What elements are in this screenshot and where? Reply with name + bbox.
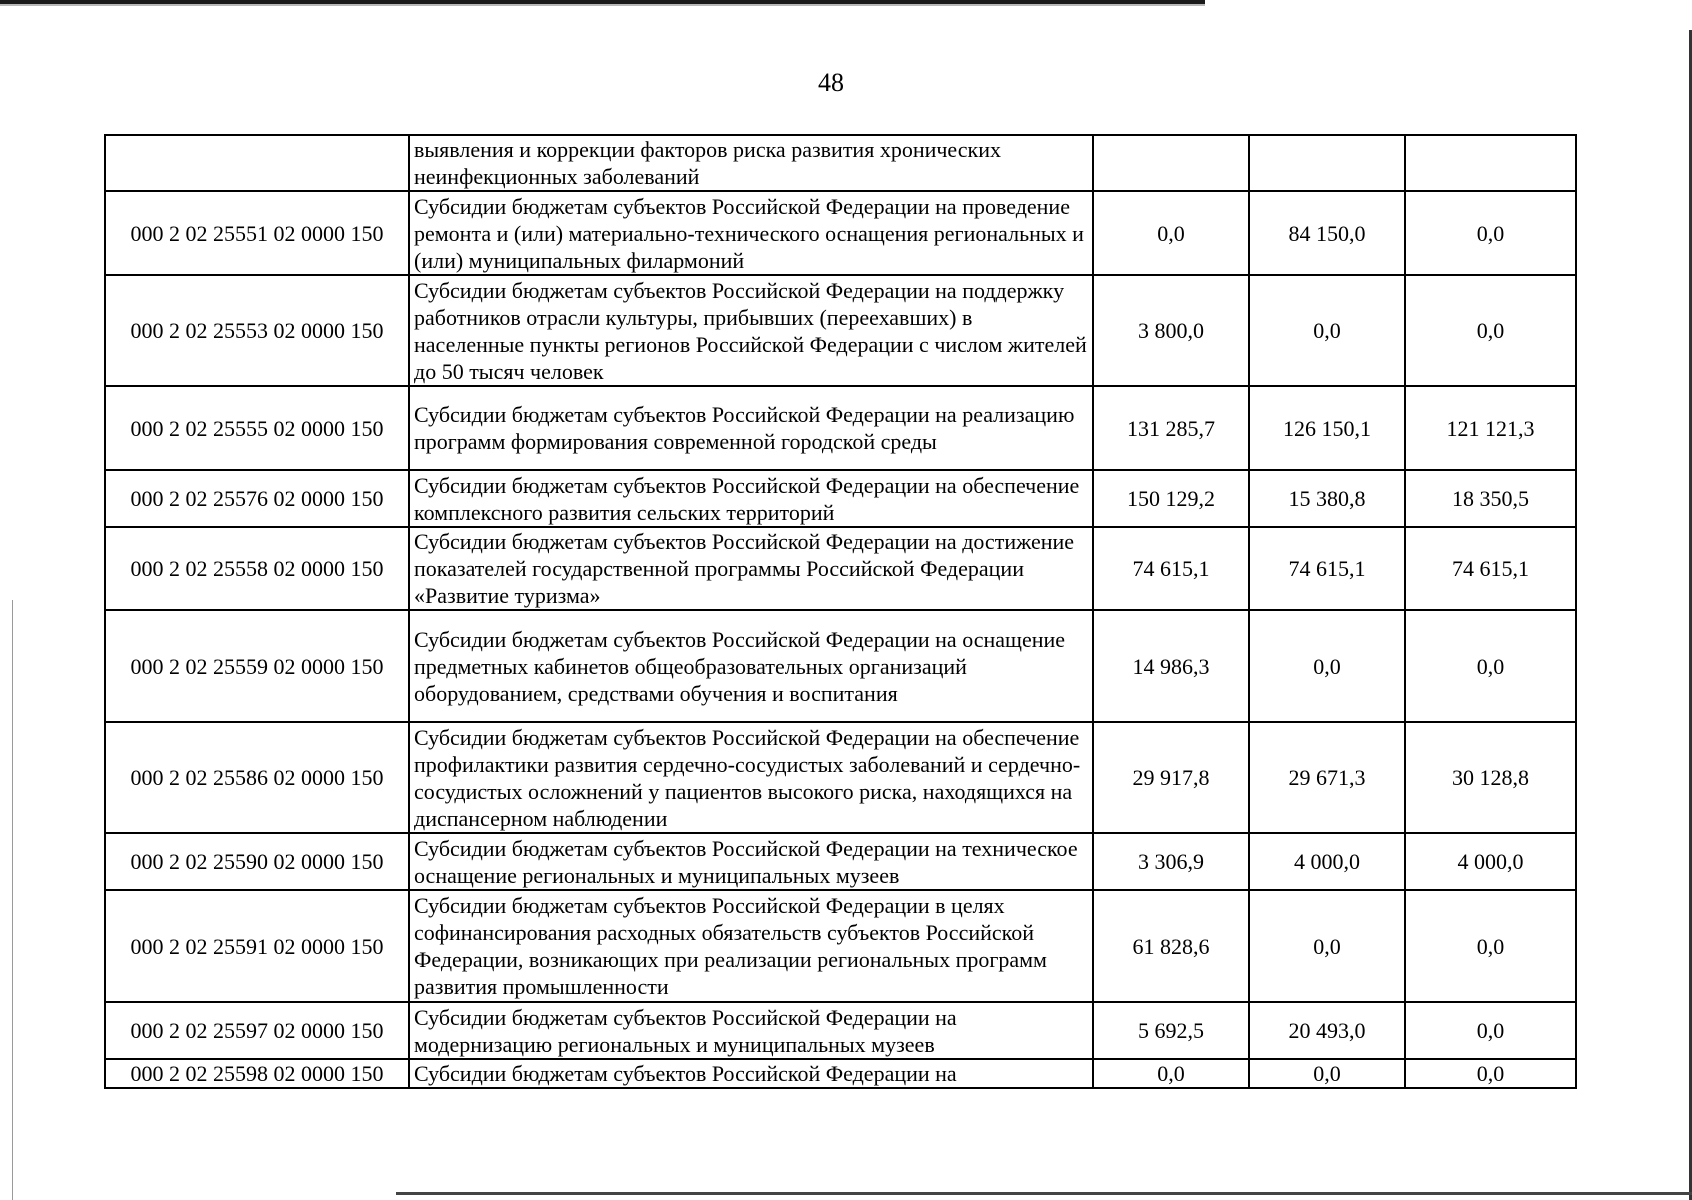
table-row bbox=[105, 275, 1576, 386]
budget-code-cell: 000 2 02 25559 02 0000 150 bbox=[105, 610, 409, 722]
amount-year3-cell: 0,0 bbox=[1405, 1002, 1576, 1059]
description-cell: выявления и коррекции факторов риска развития хронических неинфекционных заболеваний bbox=[409, 135, 1093, 191]
amount-year1-cell: 0,0 bbox=[1093, 191, 1249, 275]
amount-year3-cell: 0,0 bbox=[1405, 275, 1576, 386]
amount-year2-cell: 4 000,0 bbox=[1249, 833, 1405, 890]
amount-year2-cell: 0,0 bbox=[1249, 890, 1405, 1002]
amount-year1-cell: 29 917,8 bbox=[1093, 722, 1249, 833]
amount-year2-cell: 29 671,3 bbox=[1249, 722, 1405, 833]
amount-year1-cell: 0,0 bbox=[1093, 1059, 1249, 1088]
scan-edge-bottom bbox=[396, 1192, 1692, 1195]
table-row bbox=[105, 135, 1576, 191]
amount-year3-cell: 0,0 bbox=[1405, 890, 1576, 1002]
table-row bbox=[105, 191, 1576, 275]
amount-year1-cell: 61 828,6 bbox=[1093, 890, 1249, 1002]
table-row bbox=[105, 386, 1576, 470]
budget-code-cell: 000 2 02 25551 02 0000 150 bbox=[105, 191, 409, 275]
budget-code-cell: 000 2 02 25590 02 0000 150 bbox=[105, 833, 409, 890]
description-cell: Субсидии бюджетам субъектов Российской Федерации на обеспечение комплексного развития сельских территорий bbox=[409, 470, 1093, 527]
amount-year3-cell: 0,0 bbox=[1405, 191, 1576, 275]
table-row bbox=[105, 1002, 1576, 1059]
scan-edge-left bbox=[12, 600, 13, 1200]
budget-code-cell: 000 2 02 25597 02 0000 150 bbox=[105, 1002, 409, 1059]
table-row bbox=[105, 833, 1576, 890]
amount-year1-cell: 3 800,0 bbox=[1093, 275, 1249, 386]
amount-year2-cell: 0,0 bbox=[1249, 275, 1405, 386]
budget-code-cell: 000 2 02 25558 02 0000 150 bbox=[105, 527, 409, 610]
table-row bbox=[105, 527, 1576, 610]
amount-year3-cell: 4 000,0 bbox=[1405, 833, 1576, 890]
scan-edge-top-shadow bbox=[0, 4, 1205, 6]
description-cell: Субсидии бюджетам субъектов Российской Федерации на оснащение предметных кабинетов общеобразовательных организаций оборудованием, средствами обучения и воспитания bbox=[409, 610, 1093, 722]
budget-code-cell: 000 2 02 25576 02 0000 150 bbox=[105, 470, 409, 527]
description-cell: Субсидии бюджетам субъектов Российской Федерации на достижение показателей государственной программы Российской Федерации «Развитие туризма» bbox=[409, 527, 1093, 610]
amount-year2-cell: 0,0 bbox=[1249, 1059, 1405, 1088]
budget-revenue-table bbox=[104, 134, 1577, 1089]
amount-year1-cell bbox=[1093, 135, 1249, 191]
table-row bbox=[105, 890, 1576, 1002]
table-row bbox=[105, 722, 1576, 833]
description-cell: Субсидии бюджетам субъектов Российской Федерации на модернизацию региональных и муниципальных музеев bbox=[409, 1002, 1093, 1059]
amount-year3-cell: 74 615,1 bbox=[1405, 527, 1576, 610]
description-cell: Субсидии бюджетам субъектов Российской Федерации на поддержку работников отрасли культуры, прибывших (переехавших) в населенные пункты регионов Российской Федерации с числом жителей до 50 тысяч человек bbox=[409, 275, 1093, 386]
amount-year2-cell: 84 150,0 bbox=[1249, 191, 1405, 275]
description-cell: Субсидии бюджетам субъектов Российской Федерации на bbox=[409, 1059, 1093, 1088]
amount-year3-cell bbox=[1405, 135, 1576, 191]
description-cell: Субсидии бюджетам субъектов Российской Федерации в целях софинансирования расходных обязательств субъектов Российской Федерации, возникающих при реализации региональных программ развития промышленности bbox=[409, 890, 1093, 1002]
amount-year1-cell: 131 285,7 bbox=[1093, 386, 1249, 470]
budget-code-cell: 000 2 02 25591 02 0000 150 bbox=[105, 890, 409, 1002]
budget-code-cell: 000 2 02 25586 02 0000 150 bbox=[105, 722, 409, 833]
description-cell: Субсидии бюджетам субъектов Российской Федерации на реализацию программ формирования современной городской среды bbox=[409, 386, 1093, 470]
page-number: 48 bbox=[818, 68, 844, 97]
amount-year1-cell: 150 129,2 bbox=[1093, 470, 1249, 527]
amount-year1-cell: 14 986,3 bbox=[1093, 610, 1249, 722]
amount-year3-cell: 0,0 bbox=[1405, 610, 1576, 722]
amount-year2-cell: 74 615,1 bbox=[1249, 527, 1405, 610]
table-row bbox=[105, 610, 1576, 722]
budget-code-cell: 000 2 02 25553 02 0000 150 bbox=[105, 275, 409, 386]
amount-year2-cell: 0,0 bbox=[1249, 610, 1405, 722]
amount-year2-cell bbox=[1249, 135, 1405, 191]
amount-year2-cell: 126 150,1 bbox=[1249, 386, 1405, 470]
amount-year1-cell: 3 306,9 bbox=[1093, 833, 1249, 890]
amount-year2-cell: 20 493,0 bbox=[1249, 1002, 1405, 1059]
amount-year3-cell: 0,0 bbox=[1405, 1059, 1576, 1088]
amount-year1-cell: 74 615,1 bbox=[1093, 527, 1249, 610]
amount-year2-cell: 15 380,8 bbox=[1249, 470, 1405, 527]
table-row bbox=[105, 470, 1576, 527]
budget-code-cell bbox=[105, 135, 409, 191]
budget-code-cell: 000 2 02 25598 02 0000 150 bbox=[105, 1059, 409, 1088]
budget-code-cell: 000 2 02 25555 02 0000 150 bbox=[105, 386, 409, 470]
description-cell: Субсидии бюджетам субъектов Российской Федерации на обеспечение профилактики развития сердечно-сосудистых заболеваний и сердечно-сосудистых осложнений у пациентов высокого риска, находящихся на диспансерном наблюдении bbox=[409, 722, 1093, 833]
amount-year3-cell: 18 350,5 bbox=[1405, 470, 1576, 527]
amount-year1-cell: 5 692,5 bbox=[1093, 1002, 1249, 1059]
table-row bbox=[105, 1059, 1576, 1088]
amount-year3-cell: 121 121,3 bbox=[1405, 386, 1576, 470]
amount-year3-cell: 30 128,8 bbox=[1405, 722, 1576, 833]
description-cell: Субсидии бюджетам субъектов Российской Федерации на техническое оснащение региональных и муниципальных музеев bbox=[409, 833, 1093, 890]
description-cell: Субсидии бюджетам субъектов Российской Федерации на проведение ремонта и (или) материально-технического оснащения региональных и (или) муниципальных филармоний bbox=[409, 191, 1093, 275]
